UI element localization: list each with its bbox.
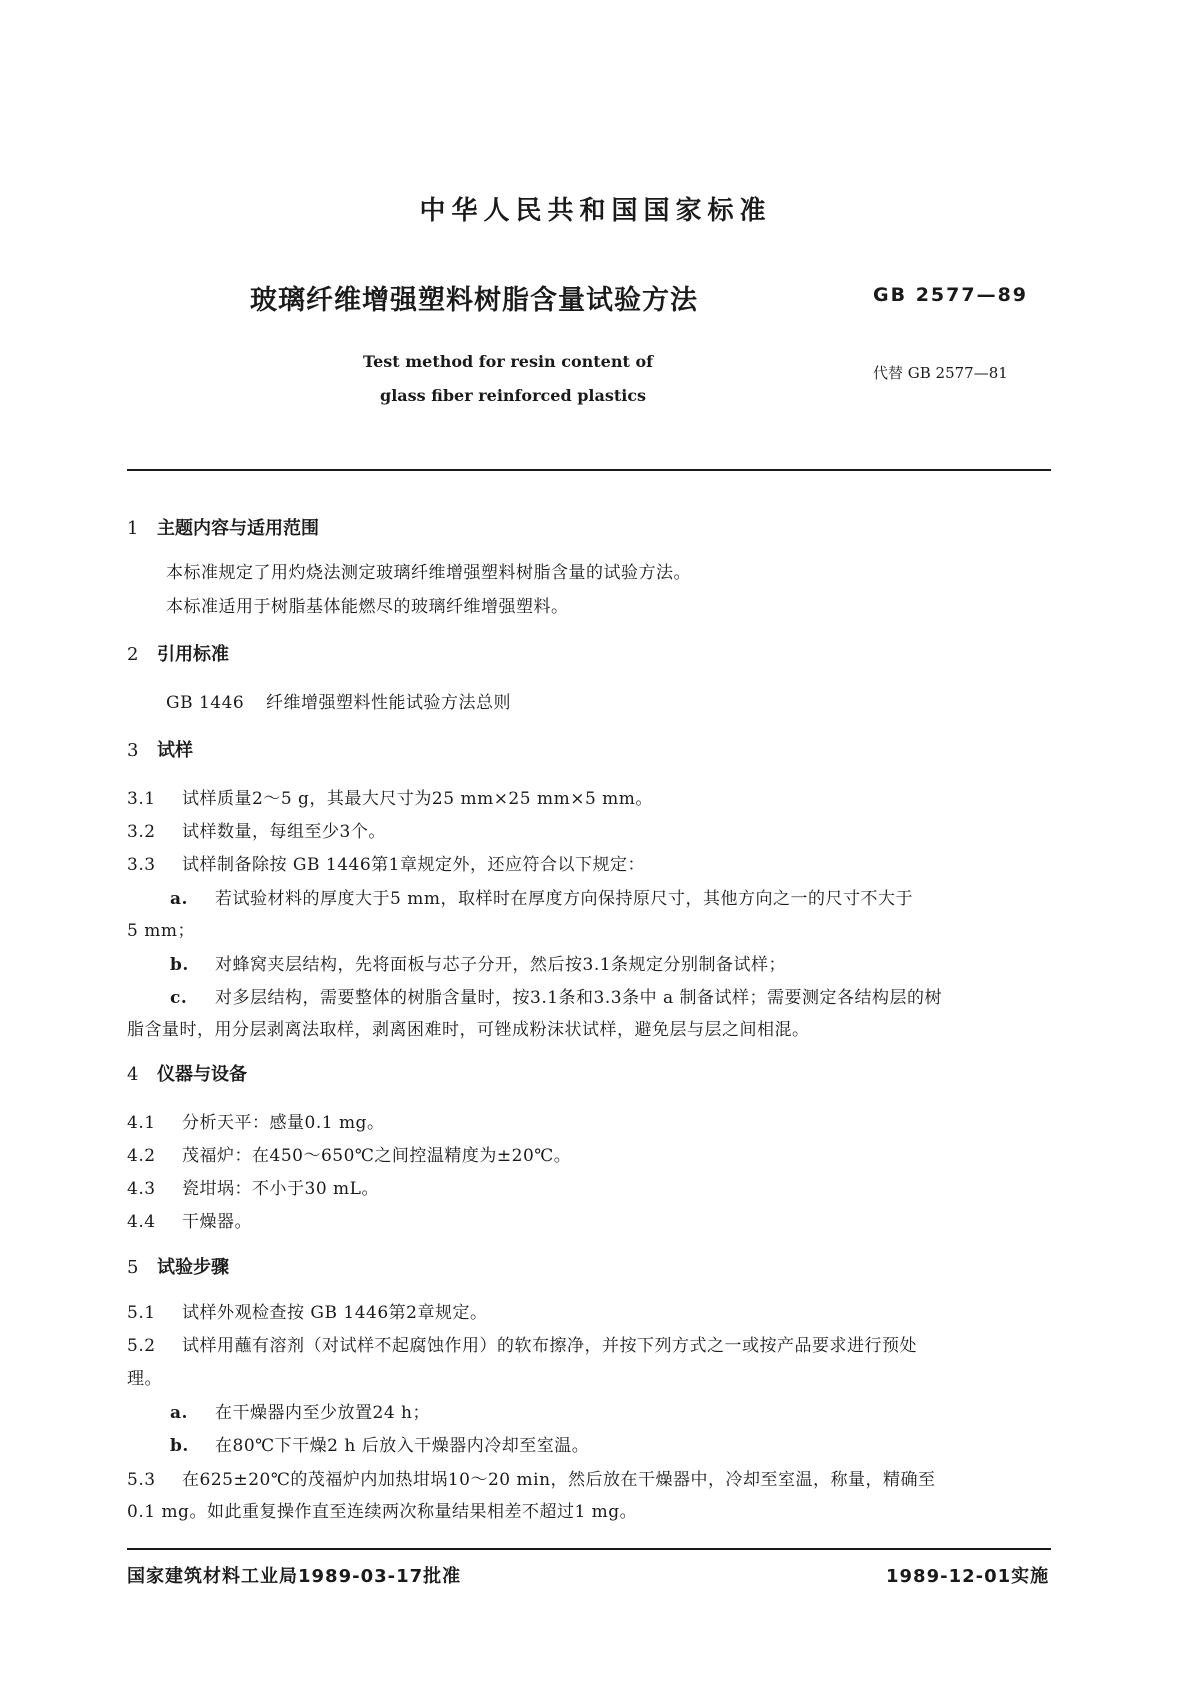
section-number: 1 [127,518,139,539]
clause-4-1 [127,1108,384,1133]
section-title: 试验步骤 [157,1257,229,1278]
reference-title: 纤维增强塑料性能试验方法总则 [266,693,511,713]
clause-3-2 [127,817,386,842]
document-title-en-line1: Test method for resin content of [363,352,653,371]
clause-number: 4.1 [127,1113,156,1133]
section-number: 3 [127,740,139,761]
clause-5-3 [127,1465,936,1490]
list-label: a. [170,889,188,909]
clause-text: 试样用蘸有溶剂（对试样不起腐蚀作用）的软布擦净，并按下列方式之一或按产品要求进行预处 [182,1336,917,1356]
section-1-paragraph: 本标准适用于树脂基体能燃尽的玻璃纤维增强塑料。 [166,597,569,617]
list-item-c-continuation: 脂含量时，用分层剥离法取样，剥离困难时，可锉成粉沫状试样，避免层与层之间相混。 [127,1020,810,1040]
clause-number: 4.2 [127,1146,156,1166]
clause-4-2 [127,1141,571,1166]
clause-text: 试样外观检查按 GB 1446第2章规定。 [182,1303,488,1323]
clause-number: 4.4 [127,1212,156,1232]
clause-text: 试样数量，每组至少3个。 [182,822,386,842]
section-number: 5 [127,1257,139,1278]
section-5-heading [127,1253,229,1279]
approval-note: 国家建筑材料工业局1989-03-17批准 [127,1566,462,1587]
header-rule [127,469,1051,471]
clause-number: 4.3 [127,1179,156,1199]
list-item-a-continuation: 5 mm； [127,921,195,941]
standard-code: GB 2577—89 [873,284,1029,306]
clause-3-3 [127,850,645,875]
list-label: b. [170,955,189,975]
list-label: a. [170,1403,188,1423]
list-label: c. [170,988,188,1008]
list-item-a [170,1398,430,1423]
reference-code: GB 1446 [166,693,245,713]
section-title: 试样 [157,740,193,761]
list-text: 若试验材料的厚度大于5 mm，取样时在厚度方向保持原尺寸，其他方向之一的尺寸不大于 [215,889,913,909]
section-2-heading [127,640,229,666]
effective-date: 1989-12-01实施 [886,1566,1050,1587]
clause-5-2-continuation: 理。 [127,1369,162,1389]
list-text: 在干燥器内至少放置24 h； [215,1403,430,1423]
section-title: 引用标准 [157,644,229,665]
section-1-paragraph: 本标准规定了用灼烧法测定玻璃纤维增强塑料树脂含量的试验方法。 [166,563,691,583]
clause-4-3 [127,1174,379,1199]
section-number: 4 [127,1064,139,1085]
document-title-en-line2: glass fiber reinforced plastics [380,386,647,405]
list-item-b [170,950,786,975]
clause-5-3-continuation: 0.1 mg。如此重复操作直至连续两次称量结果相差不超过1 mg。 [127,1502,638,1522]
clause-5-1 [127,1298,487,1323]
clause-text: 干燥器。 [182,1212,252,1232]
clause-number: 3.3 [127,855,156,875]
clause-number: 5.1 [127,1303,156,1323]
clause-text: 在625±20℃的茂福炉内加热坩埚10～20 min，然后放在干燥器中，冷却至室温，称量，精确至 [182,1470,936,1490]
clause-3-1 [127,784,653,809]
section-title: 仪器与设备 [157,1064,247,1085]
normative-reference [166,688,511,713]
list-item-a [170,884,913,909]
clause-text: 试样制备除按 GB 1446第1章规定外，还应符合以下规定： [182,855,645,875]
section-number: 2 [127,644,139,665]
replaces-code: 代替 GB 2577—81 [873,364,1008,382]
list-text: 对蜂窝夹层结构，先将面板与芯子分开，然后按3.1条规定分别制备试样； [215,955,787,975]
list-text: 在80℃下干燥2 h 后放入干燥器内冷却至室温。 [215,1436,590,1456]
clause-5-2 [127,1331,917,1356]
list-label: b. [170,1436,189,1456]
clause-4-4 [127,1207,252,1232]
list-item-b [170,1431,589,1456]
clause-number: 3.2 [127,822,156,842]
list-item-c [170,983,942,1008]
clause-text: 瓷坩埚：不小于30 mL。 [182,1179,379,1199]
clause-number: 5.2 [127,1336,156,1356]
national-standard-title: 中华人民共和国国家标准 [419,196,772,226]
clause-text: 试样质量2～5 g，其最大尺寸为25 mm×25 mm×5 mm。 [182,789,653,809]
section-3-heading [127,736,193,762]
document-title-cn: 玻璃纤维增强塑料树脂含量试验方法 [250,285,698,316]
clause-text: 分析天平：感量0.1 mg。 [182,1113,385,1133]
section-title: 主题内容与适用范围 [157,518,319,539]
section-1-heading [127,514,319,540]
footer-rule [127,1548,1051,1550]
clause-number: 5.3 [127,1470,156,1490]
list-text: 对多层结构，需要整体的树脂含量时，按3.1条和3.3条中 a 制备试样；需要测定各结构层的树 [215,988,943,1008]
clause-text: 茂福炉：在450～650℃之间控温精度为±20℃。 [182,1146,572,1166]
clause-number: 3.1 [127,789,156,809]
section-4-heading [127,1060,247,1086]
